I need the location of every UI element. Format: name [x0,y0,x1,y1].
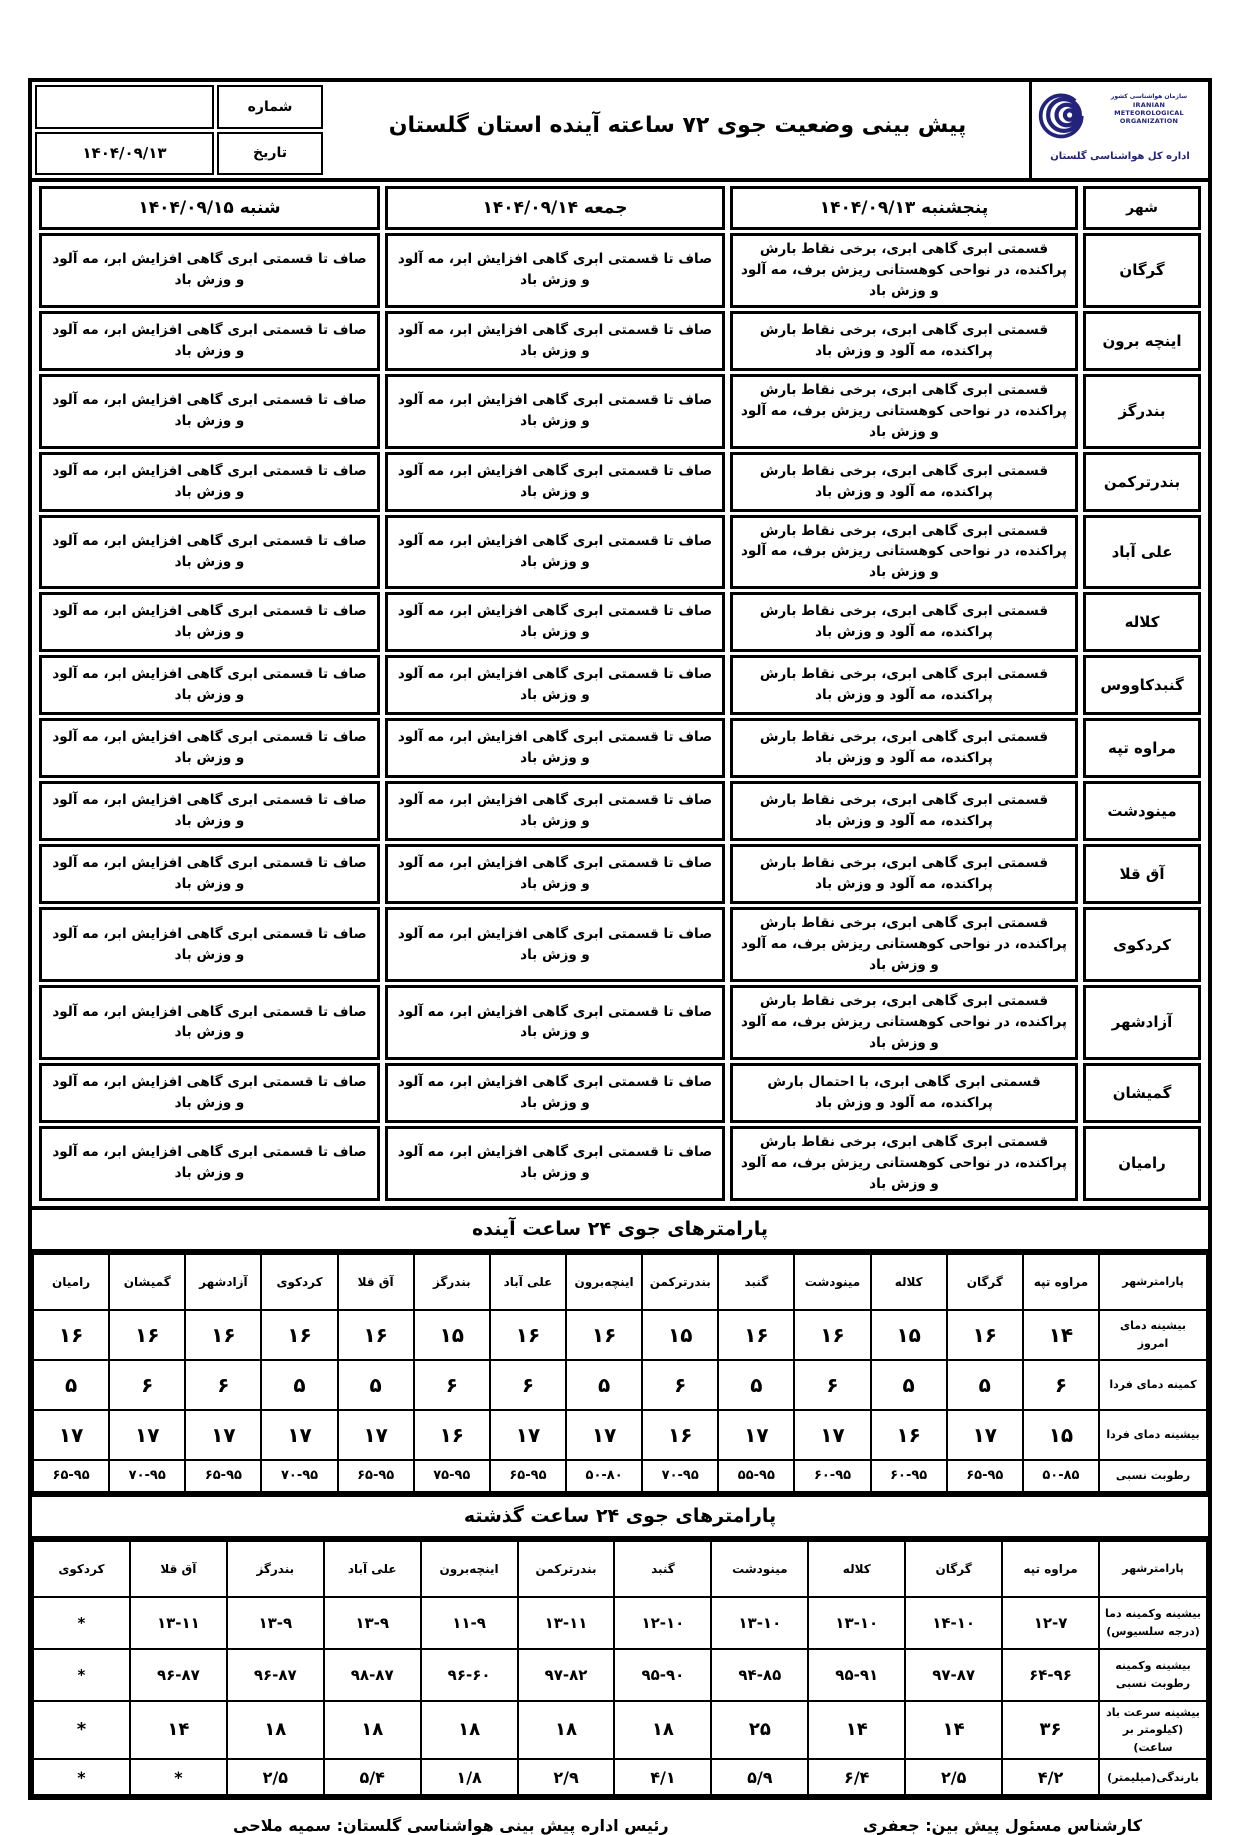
forecast-saturday: صاف تا قسمتی ابری گاهی افزایش ابر، مه آلود و وزش باد [39,233,380,308]
param-value: * [33,1649,130,1701]
param-value: ۱۸ [421,1701,518,1760]
forecast-friday: صاف تا قسمتی ابری گاهی افزایش ابر، مه آلود و وزش باد [385,311,725,371]
date-value: ۱۴۰۴/۰۹/۱۳ [35,132,214,176]
forecast-saturday: صاف تا قسمتی ابری گاهی افزایش ابر، مه آلود و وزش باد [39,592,380,652]
forecast-thursday: قسمتی ابری گاهی ابری، برخی نقاط بارش پراکنده، در نواحی کوهستانی ریزش برف، مه آلود و وزش باد [730,233,1078,308]
forecast-saturday: صاف تا قسمتی ابری گاهی افزایش ابر، مه آلود و وزش باد [39,781,380,841]
param-city-corner: پارامترشهر [1099,1254,1207,1310]
param-value: ۱۳-۹ [227,1597,324,1649]
param-city-header: گرگان [905,1541,1002,1597]
param-value: ۶۰-۹۵ [794,1460,870,1492]
param-city-header: کردکوی [261,1254,337,1310]
forecast-row [39,985,1201,1060]
past-params-title: پارامترهای جوی ۲۴ ساعت گذشته [32,1493,1208,1540]
param-value: ۱۳-۱۱ [130,1597,227,1649]
param-value: ۳۶ [1002,1701,1099,1760]
day-date: ۱۴۰۴/۰۹/۱۳ [819,198,916,218]
forecast-thursday: قسمتی ابری گاهی ابری، برخی نقاط بارش پراکنده، مه آلود و وزش باد [730,655,1078,715]
param-value: ۵/۹ [711,1759,808,1795]
param-value: ۱۶ [33,1310,109,1360]
param-value: ۷۰-۹۵ [109,1460,185,1492]
forecast-friday: صاف تا قسمتی ابری گاهی افزایش ابر، مه آلود و وزش باد [385,655,725,715]
forecast-row [39,1126,1201,1201]
param-value: ۶۵-۹۵ [947,1460,1023,1492]
day-date: ۱۴۰۴/۰۹/۱۴ [482,198,578,218]
number-row [35,85,323,129]
param-value: ۱۴-۱۰ [905,1597,1002,1649]
forecast-row [39,655,1201,715]
param-city-header: بندرگز [414,1254,490,1310]
param-value: ۲/۵ [905,1759,1002,1795]
param-value: ۹۴-۸۵ [711,1649,808,1701]
param-value: ۱۶ [794,1310,870,1360]
param-value: ۱۳-۱۰ [808,1597,905,1649]
forecast-thursday: قسمتی ابری گاهی ابری، با احتمال بارش پراکنده، مه آلود و وزش باد [730,1063,1078,1123]
param-value: ۱۶ [185,1310,261,1360]
forecast-row [39,311,1201,371]
param-value: ۶ [794,1360,870,1410]
forecast-thursday: قسمتی ابری گاهی ابری، برخی نقاط بارش پراکنده، مه آلود و وزش باد [730,718,1078,778]
org-logo-text [1094,85,1204,125]
param-value: ۹۶-۸۷ [130,1649,227,1701]
param-value: ۱۷ [794,1410,870,1460]
forecast-friday: صاف تا قسمتی ابری گاهی افزایش ابر، مه آلود و وزش باد [385,781,725,841]
city-name: بندرگز [1083,374,1201,449]
number-label: شماره [217,85,323,129]
forecast-saturday: صاف تا قسمتی ابری گاهی افزایش ابر، مه آلود و وزش باد [39,985,380,1060]
forecast-row [39,374,1201,449]
param-city-header: اینچه‌برون [421,1541,518,1597]
forecast-saturday: صاف تا قسمتی ابری گاهی افزایش ابر، مه آلود و وزش باد [39,655,380,715]
param-value: * [33,1701,130,1760]
forecast-header-row [39,186,1201,230]
forecast-friday: صاف تا قسمتی ابری گاهی افزایش ابر، مه آلود و وزش باد [385,718,725,778]
param-value: ۲/۹ [518,1759,615,1795]
param-value: ۶۵-۹۵ [185,1460,261,1492]
city-name: رامیان [1083,1126,1201,1201]
forecast-body [39,233,1201,1201]
city-name: گرگان [1083,233,1201,308]
param-value: ۱۶ [261,1310,337,1360]
param-value: ۱۷ [566,1410,642,1460]
param-value: ۱۵ [1023,1410,1099,1460]
city-name: آزادشهر [1083,985,1201,1060]
forecast-row [39,233,1201,308]
forecast-row [39,515,1201,590]
page-title: پیش بینی وضعیت جوی ۷۲ ساعته آینده استان گلستان [388,112,967,138]
param-value: ۱۳-۱۱ [518,1597,615,1649]
param-value: ۵ [33,1360,109,1410]
param-city-header: آق قلا [130,1541,227,1597]
param-value: ۱۴ [130,1701,227,1760]
past-params-table [32,1540,1208,1797]
city-name: مینودشت [1083,781,1201,841]
param-value: ۱۷ [109,1410,185,1460]
param-value: ۷۰-۹۵ [642,1460,718,1492]
param-city-header: بندرگز [227,1541,324,1597]
forecast-thursday: قسمتی ابری گاهی ابری، برخی نقاط بارش پراکنده، در نواحی کوهستانی ریزش برف، مه آلود و وزش باد [730,374,1078,449]
param-value: ۶ [109,1360,185,1410]
forecast-saturday: صاف تا قسمتی ابری گاهی افزایش ابر، مه آلود و وزش باد [39,844,380,904]
forecast-row [39,844,1201,904]
forecast-thursday: قسمتی ابری گاهی ابری، برخی نقاط بارش پراکنده، مه آلود و وزش باد [730,844,1078,904]
forecast-thursday: قسمتی ابری گاهی ابری، برخی نقاط بارش پراکنده، مه آلود و وزش باد [730,452,1078,512]
param-value: ۶۴-۹۶ [1002,1649,1099,1701]
param-value: ۱۱-۹ [421,1597,518,1649]
param-city-header: آزادشهر [185,1254,261,1310]
forecast-row [39,452,1201,512]
param-row-label: بیشینه سرعت باد (کیلومتر بر ساعت) [1099,1701,1207,1760]
param-value: ۱۷ [718,1410,794,1460]
max-wind-row [33,1701,1207,1760]
param-value: ۶ [490,1360,566,1410]
param-city-header: کردکوی [33,1541,130,1597]
param-value: ۹۷-۸۲ [518,1649,615,1701]
param-value: ۱۶ [109,1310,185,1360]
office-head-signature: رئیس اداره پیش بینی هواشناسی گلستان: سمیه ملاحی [233,1816,669,1835]
forecast-friday: صاف تا قسمتی ابری گاهی افزایش ابر، مه آلود و وزش باد [385,233,725,308]
param-value: ۵ [566,1360,642,1410]
param-value: ۱۴ [1023,1310,1099,1360]
param-value: ۱۷ [947,1410,1023,1460]
forecast-friday: صاف تا قسمتی ابری گاهی افزایش ابر، مه آلود و وزش باد [385,985,725,1060]
header-meta [32,82,326,178]
past-params-header-row [33,1541,1207,1597]
forecast-row [39,1063,1201,1123]
param-value: ۵ [261,1360,337,1410]
max-temp-tomorrow-row [33,1410,1207,1460]
day-column-header [39,186,380,230]
number-value [35,85,214,129]
param-city-header: گنبد [614,1541,711,1597]
forecast-saturday: صاف تا قسمتی ابری گاهی افزایش ابر، مه آلود و وزش باد [39,1126,380,1201]
city-name: مراوه تپه [1083,718,1201,778]
param-value: ۱۳-۱۰ [711,1597,808,1649]
day-name: پنجشنبه [921,198,989,218]
office-name: اداره کل هواشناسی گلستان [1050,151,1190,162]
forecast-friday: صاف تا قسمتی ابری گاهی افزایش ابر، مه آلود و وزش باد [385,515,725,590]
forecast-friday: صاف تا قسمتی ابری گاهی افزایش ابر، مه آلود و وزش باد [385,907,725,982]
param-city-header: کلاله [808,1541,905,1597]
param-value: ۶۰-۹۵ [871,1460,947,1492]
param-value: ۷۰-۹۵ [261,1460,337,1492]
param-value: ۱۷ [33,1410,109,1460]
minmax-temp-row [33,1597,1207,1649]
date-row [35,132,323,176]
param-value: ۵/۴ [324,1759,421,1795]
param-value: ۱۷ [338,1410,414,1460]
param-value: ۶۵-۹۵ [338,1460,414,1492]
param-value: ۱۶ [947,1310,1023,1360]
param-city-header: رامیان [33,1254,109,1310]
param-value: ۹۶-۸۷ [227,1649,324,1701]
city-name: آق قلا [1083,844,1201,904]
param-city-header: مراوه تپه [1023,1254,1099,1310]
param-value: ۱۶ [414,1410,490,1460]
param-value: ۵ [947,1360,1023,1410]
day-name: جمعه [583,198,628,218]
param-value: ۲/۵ [227,1759,324,1795]
forecast-row [39,907,1201,982]
future-params-header-row [33,1254,1207,1310]
param-value: ۲۵ [711,1701,808,1760]
forecast-saturday: صاف تا قسمتی ابری گاهی افزایش ابر، مه آلود و وزش باد [39,374,380,449]
param-city-header: آق قلا [338,1254,414,1310]
param-value: ۵ [718,1360,794,1410]
param-city-header: مینودشت [794,1254,870,1310]
param-value: ۵ [338,1360,414,1410]
city-name: گمیشان [1083,1063,1201,1123]
city-name: علی آباد [1083,515,1201,590]
param-value: * [33,1759,130,1795]
param-value: ۱۸ [518,1701,615,1760]
param-city-header: گمیشان [109,1254,185,1310]
param-value: ۵۰-۸۵ [1023,1460,1099,1492]
param-value: ۱۲-۷ [1002,1597,1099,1649]
param-value: ۱۶ [871,1410,947,1460]
org-name-en-line1: IRANIAN [1132,100,1166,109]
forecast-saturday: صاف تا قسمتی ابری گاهی افزایش ابر، مه آلود و وزش باد [39,515,380,590]
humidity-row [33,1460,1207,1492]
day-name: شنبه [239,198,281,218]
param-value: * [33,1597,130,1649]
param-value: ۶۵-۹۵ [490,1460,566,1492]
param-city-header: علی آباد [324,1541,421,1597]
param-value: ۶۵-۹۵ [33,1460,109,1492]
day-column-header [385,186,725,230]
day-date: ۱۴۰۴/۰۹/۱۵ [138,198,234,218]
param-value: ۶ [642,1360,718,1410]
org-logo-top [1036,85,1204,149]
param-city-header: علی آباد [490,1254,566,1310]
future-params-table [32,1253,1208,1493]
forecast-thursday: قسمتی ابری گاهی ابری، برخی نقاط بارش پراکنده، در نواحی کوهستانی ریزش برف، مه آلود و وزش باد [730,1126,1078,1201]
forecast-saturday: صاف تا قسمتی ابری گاهی افزایش ابر، مه آلود و وزش باد [39,1063,380,1123]
city-name: گنبدکاووس [1083,655,1201,715]
param-city-header: مراوه تپه [1002,1541,1099,1597]
param-value: ۱۸ [227,1701,324,1760]
param-value: ۱/۸ [421,1759,518,1795]
param-value: ۱۴ [808,1701,905,1760]
param-value: ۱۶ [490,1310,566,1360]
forecast-thursday: قسمتی ابری گاهی ابری، برخی نقاط بارش پراکنده، مه آلود و وزش باد [730,311,1078,371]
future-params-title: پارامترهای جوی ۲۴ ساعت آینده [32,1206,1208,1253]
param-value: ۹۸-۸۷ [324,1649,421,1701]
param-city-header: کلاله [871,1254,947,1310]
city-name: کلاله [1083,592,1201,652]
param-city-header: گرگان [947,1254,1023,1310]
city-name: اینچه برون [1083,311,1201,371]
param-value: ۹۶-۶۰ [421,1649,518,1701]
city-column-header: شهر [1083,186,1201,230]
forecast-thursday: قسمتی ابری گاهی ابری، برخی نقاط بارش پراکنده، مه آلود و وزش باد [730,592,1078,652]
param-value: ۱۵ [871,1310,947,1360]
forecast-thursday: قسمتی ابری گاهی ابری، برخی نقاط بارش پراکنده، در نواحی کوهستانی ریزش برف، مه آلود و وزش باد [730,515,1078,590]
org-name-en-line2: METEOROLOGICAL [1114,108,1184,117]
city-name: کردکوی [1083,907,1201,982]
param-value: ۱۳-۹ [324,1597,421,1649]
forecast-saturday: صاف تا قسمتی ابری گاهی افزایش ابر، مه آلود و وزش باد [39,718,380,778]
param-value: ۵ [871,1360,947,1410]
min-temp-tomorrow-row [33,1360,1207,1410]
param-value: ۱۶ [718,1310,794,1360]
forecast-row [39,592,1201,652]
param-value: ۱۶ [338,1310,414,1360]
param-value: ۱۴ [905,1701,1002,1760]
document-frame [28,78,1212,1800]
forecast-row [39,718,1201,778]
param-city-header: اینچه‌برون [566,1254,642,1310]
param-value: ۱۸ [324,1701,421,1760]
forecast-row [39,781,1201,841]
forecast-friday: صاف تا قسمتی ابری گاهی افزایش ابر، مه آلود و وزش باد [385,1126,725,1201]
param-city-header: بندرترکمن [518,1541,615,1597]
param-value: ۱۷ [185,1410,261,1460]
param-row-label: کمینه دمای فردا [1099,1360,1207,1410]
param-value: ۶/۴ [808,1759,905,1795]
param-value: ۴/۱ [614,1759,711,1795]
param-city-header: گنبد [718,1254,794,1310]
org-name-en-line3: ORGANIZATION [1119,116,1179,125]
param-value: ۹۵-۹۰ [614,1649,711,1701]
param-row-label: بیشینه دمای امروز [1099,1310,1207,1360]
param-city-header: بندرترکمن [642,1254,718,1310]
param-value: ۹۷-۸۷ [905,1649,1002,1701]
org-name-farsi: سازمان هواشناسی کشور [1110,93,1188,100]
date-label: تاریخ [217,132,323,176]
param-value: ۱۶ [566,1310,642,1360]
param-value: ۱۲-۱۰ [614,1597,711,1649]
param-value: ۶ [414,1360,490,1410]
param-value: ۱۶ [642,1410,718,1460]
param-value: ۵۰-۸۰ [566,1460,642,1492]
forecast-thursday: قسمتی ابری گاهی ابری، برخی نقاط بارش پراکنده، در نواحی کوهستانی ریزش برف، مه آلود و وزش باد [730,985,1078,1060]
param-row-label: بیشینه دمای فردا [1099,1410,1207,1460]
day-column-header [730,186,1078,230]
param-city-corner: پارامترشهر [1099,1541,1207,1597]
param-row-label: بیشینه وکمینه رطوبت نسبی [1099,1649,1207,1701]
param-value: ۶ [185,1360,261,1410]
forecast-table [34,183,1206,1204]
forecast-friday: صاف تا قسمتی ابری گاهی افزایش ابر، مه آلود و وزش باد [385,844,725,904]
param-row-label: بیشینه وکمینه دما (درجه سلسیوس) [1099,1597,1207,1649]
param-value: ۱۵ [414,1310,490,1360]
forecaster-signature: کارشناس مسئول پیش بین: جعفری [863,1816,1142,1835]
max-temp-today-row [33,1310,1207,1360]
meteorological-spiral-icon [1036,87,1092,143]
forecast-saturday: صاف تا قسمتی ابری گاهی افزایش ابر، مه آلود و وزش باد [39,452,380,512]
footer-signatures [28,1800,1212,1835]
city-name: بندرترکمن [1083,452,1201,512]
param-value: ۱۷ [490,1410,566,1460]
param-value: ۱۸ [614,1701,711,1760]
document-header [32,82,1208,182]
param-row-label: بارندگی(میلیمتر) [1099,1759,1207,1795]
param-value: ۹۵-۹۱ [808,1649,905,1701]
forecast-section [32,182,1208,1206]
param-value: ۷۵-۹۵ [414,1460,490,1492]
forecast-friday: صاف تا قسمتی ابری گاهی افزایش ابر، مه آلود و وزش باد [385,374,725,449]
param-value: ۶ [1023,1360,1099,1410]
forecast-thursday: قسمتی ابری گاهی ابری، برخی نقاط بارش پراکنده، مه آلود و وزش باد [730,781,1078,841]
param-value: ۱۵ [642,1310,718,1360]
forecast-friday: صاف تا قسمتی ابری گاهی افزایش ابر، مه آلود و وزش باد [385,1063,725,1123]
forecast-thursday: قسمتی ابری گاهی ابری، برخی نقاط بارش پراکنده، در نواحی کوهستانی ریزش برف، مه آلود و وزش باد [730,907,1078,982]
param-value: ۵۵-۹۵ [718,1460,794,1492]
forecast-friday: صاف تا قسمتی ابری گاهی افزایش ابر، مه آلود و وزش باد [385,452,725,512]
forecast-saturday: صاف تا قسمتی ابری گاهی افزایش ابر، مه آلود و وزش باد [39,311,380,371]
param-row-label: رطوبت نسبی [1099,1460,1207,1492]
param-city-header: مینودشت [711,1541,808,1597]
minmax-humidity-row [33,1649,1207,1701]
param-value: ۱۷ [261,1410,337,1460]
param-value: * [130,1759,227,1795]
org-logo [1029,82,1208,178]
param-value: ۴/۲ [1002,1759,1099,1795]
forecast-saturday: صاف تا قسمتی ابری گاهی افزایش ابر، مه آلود و وزش باد [39,907,380,982]
forecast-friday: صاف تا قسمتی ابری گاهی افزایش ابر، مه آلود و وزش باد [385,592,725,652]
rainfall-row [33,1759,1207,1795]
